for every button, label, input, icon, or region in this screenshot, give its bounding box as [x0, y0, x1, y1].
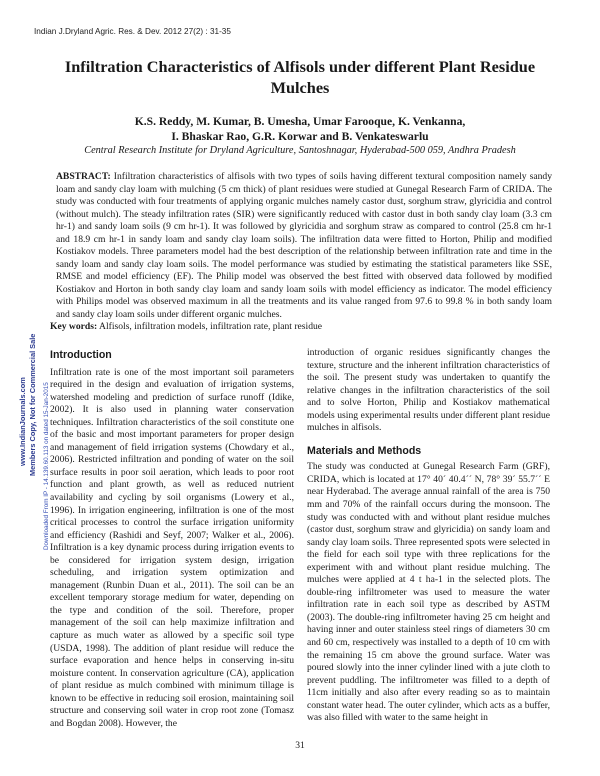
introduction-continued: introduction of organic residues significantly changes the texture, structure and the inherent infiltration characteristics of the soil. The present study was undertaken to quantify the relative changes in the infiltration characteristics of the soil and to solve Horton, Philip and Kostiakov mathematical models using experimental results under different plant residue mulches in alfisols. [307, 347, 550, 434]
paper-title: Infiltration Characteristics of Alfisols under different Plant Residue Mulches [64, 57, 536, 97]
introduction-text: Infiltration rate is one of the most important soil parameters required in the design and evaluation of irrigation systems, watershed modeling and prediction of surface runoff (Idike, 2002). It is also used in planning water conservation techniques. Infiltration characteristics of the soil constitute one of the basic and most important parameters for proper design and management of field irrigation systems (Chowdary et al., 2006). Restricted infiltration and ponding of water on the soil surface results in poor soil aeration, which leads to poor root function and plant growth, as well as reduced nutrient availability and cycling by soil organisms (Lowery et al., 1996). In irrigation engineering, infiltration is one of the most critical processes to control the surface irrigation uniformity and efficiency (Rashidi and Seyf, 2007; Walker et al., 2006). Infiltration is a key dynamic process during irrigation events to be considered for irrigation system design, irrigation scheduling, and irrigation system optimization and management (Runbin Duan et al., 2011). The soil can be an excellent temporary storage medium for water, depending on the type and condition of the soil. Therefore, proper management of the soil can help maximize infiltration and capture as much water as allowed by a specific soil type (USDA, 1998). The addition of plant residue will reduce the surface evaporation and hence helps in conserving in-situ moisture content. In conservation agriculture (CA), application of plant residue as mulch combined with minimum tillage is known to be effective in reducing soil erosion, maintaining soil structure and conserving soil water in crop root zone (Tomasz and Bogdan 2008). However, the [50, 366, 294, 729]
sidebar-download-stamp [39, 336, 59, 556]
affiliation: Central Research Institute for Dryland Agriculture, Santoshnagar, Hyderabad-500 059, Andhra Pradesh [84, 145, 516, 156]
keywords-text: Alfisols, infiltration models, infiltration rate, plant residue [99, 321, 323, 332]
introduction-heading: Introduction [50, 349, 112, 361]
journal-citation: Indian J.Dryland Agric. Res. & Dev. 2012 27(2) : 31-35 [34, 27, 231, 36]
abstract-label: ABSTRACT: [56, 171, 111, 182]
left-column [50, 349, 294, 730]
sidebar-watermark [16, 333, 38, 476]
sidebar-download: Downloaded From IP - 14.139.60.113 on dated 15-Jan-2015 [43, 382, 50, 550]
sidebar-notice: Members Copy, Not for Commercial Sale [28, 333, 37, 476]
methods-heading: Materials and Methods [307, 444, 422, 457]
author-line-2: I. Bhaskar Rao, G.R. Korwar and B. Venkateswarlu [171, 130, 429, 143]
right-column [307, 347, 550, 725]
keywords-label: Key words: [50, 321, 98, 332]
page-number: 31 [295, 740, 305, 751]
methods-text: The study was conducted at Gunegal Research Farm (GRF), CRIDA, which is located at 17° 40´ 40.4´´ N, 78° 39´ 55.7´´ E near Hyderabad. The average annual rainfall of the area is 750 mm and 70% of the rainfall occurs during the monsoon. The study was conducted with and without plant residue mulches (castor dust, sorghum straw and glyricidia) on sandy loam and sandy clay loam soils. Three represented spots were selected in the field for each soil type with three replications for the experiment with and without plant residue mulching. The mulches were applied at 4 t ha-1 in the selected plots. The double-ring infiltrometer was used to measure the water infiltration rate in each soil type as described by ASTM (2003). The double-ring infiltrometer having 25 cm height and having inner and outer stainless steel rings of diameters 30 cm and 60 cm, respectively was installed to a depth of 10 cm with the remaining 15 cm above the ground surface. Water was poured slowly into the inner cylinder lined with a jute cloth to prevent puddling. The infiltrometer was filled to a depth of 11cm initially and also after every reading so as to maintain constant water head. The outer cylinder, which acts as a buffer, was also filled with water to the same height in [307, 461, 550, 724]
author-line-1: K.S. Reddy, M. Kumar, B. Umesha, Umar Farooque, K. Venkanna, [134, 115, 466, 128]
sidebar-site: www.IndianJournals.com [18, 377, 27, 466]
abstract [56, 171, 552, 322]
author-list [40, 114, 560, 144]
abstract-text: Infiltration characteristics of alfisols with two types of soils having different textural composition namely sandy loam and sandy clay loam with mulching (5 cm thick) of plant residues were studied at Gunegal Research Farm of CRIDA. The study was conducted with four treatments of applying organic mulches namely castor dust, sorghum straw, glyricidia and control (without mulch). The steady infiltration rates (SIR) were significantly reduced with castor dust in both sandy clay loam (3.3 cm hr-1) and sandy loam soils (9 cm hr-1). It was followed by glyricidia and sorghum straw as compared to control (25.8 cm hr-1 and 18.9 cm hr-1 in sandy loam and sandy clay loam soils). The infiltration data were fitted to Horton, Philip and modified Kostiakov models. Three parameters model had the best description of the relationship between infiltration rate and time in the sandy loam and sandy clay loam soils. The model performance was studied by estimating the statistical parameters like SSE, RMSE and model efficiency (EF). The Philip model was observed the best fitted with observed data followed by modified Kostiakov and Horton in both sandy clay loam and sandy loam soils with model efficiency as indicator. The model efficiency with Philips model was observed maximum in all the treatments and its value ranged from 97.6 to 99.8 % in both sandy loam and sandy clay loam soils under different organic mulches. [56, 171, 553, 321]
keywords [50, 321, 322, 332]
